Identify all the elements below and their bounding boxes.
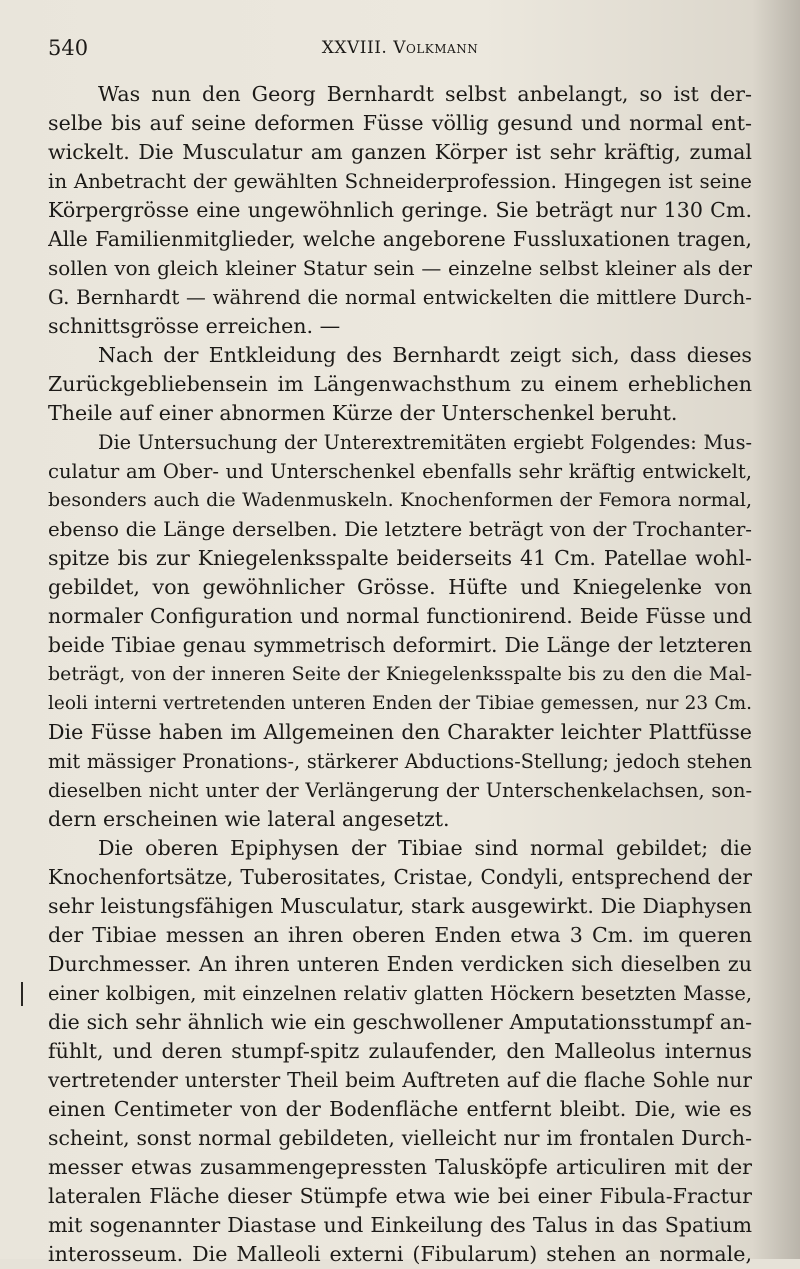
text-line: wickelt. Die Musculatur am ganzen Körper ist sehr kräftig, zumal (48, 140, 752, 164)
text-line: culatur am Ober- und Unterschenkel ebenfalls sehr kräftig entwickelt, (48, 460, 752, 483)
text-line: einer kolbigen, mit einzelnen relativ glatten Höckern besetzten Masse, (48, 982, 752, 1005)
running-head: XXVIII. Volkmann (321, 38, 479, 58)
text-line: in Anbetracht der gewählten Schneiderprofession. Hingegen ist seine (48, 170, 752, 193)
text-line: messer etwas zusammengepressten Talusköpfe articuliren mit der (48, 1155, 752, 1179)
text-line: fühlt, und deren stumpf-spitz zulaufender, den Malleolus internus (48, 1039, 752, 1063)
body-text (48, 80, 752, 1269)
text-line: Zurückgebliebensein im Längenwachsthum zu einem erheblichen (48, 372, 752, 396)
text-line: Alle Familienmitglieder, welche angeborene Fussluxationen tragen, (48, 227, 752, 251)
text-line: leoli interni vertretenden unteren Enden der Tibiae gemessen, nur 23 Cm. (48, 693, 752, 714)
text-line: normaler Configuration und normal functionirend. Beide Füsse und (48, 604, 752, 628)
text-line: der Tibiae messen an ihren oberen Enden etwa 3 Cm. im queren (48, 923, 752, 947)
text-line: Nach der Entkleidung des Bernhardt zeigt sich, dass dieses (98, 343, 752, 367)
text-line: Die oberen Epiphysen der Tibiae sind normal gebildet; die (98, 836, 752, 860)
text-line: Körpergrösse eine ungewöhnlich geringe. Sie beträgt nur 130 Cm. (48, 198, 752, 222)
text-line: Theile auf einer abnormen Kürze der Unterschenkel beruht. (48, 401, 678, 425)
text-line: besonders auch die Wadenmuskeln. Knochenformen der Femora normal, (48, 489, 752, 511)
margin-mark (21, 982, 23, 1006)
text-line: Die Untersuchung der Unterextremitäten ergiebt Folgendes: Mus- (98, 431, 752, 454)
text-line: dieselben nicht unter der Verlängerung der Unterschenkelachsen, son- (48, 779, 752, 802)
text-line: Die Füsse haben im Allgemeinen den Charakter leichter Plattfüsse (48, 720, 752, 744)
text-line: selbe bis auf seine deformen Füsse völlig gesund und normal ent- (48, 111, 752, 135)
text-line: lateralen Fläche dieser Stümpfe etwa wie bei einer Fibula-Fractur (48, 1184, 752, 1208)
text-line: Durchmesser. An ihren unteren Enden verdicken sich dieselben zu (48, 952, 752, 976)
text-line: vertretender unterster Theil beim Auftreten auf die flache Sohle nur (48, 1068, 752, 1092)
text-line: schnittsgrösse erreichen. — (48, 314, 341, 338)
text-line: mit sogenannter Diastase und Einkeilung des Talus in das Spatium (48, 1213, 752, 1237)
text-line: G. Bernhardt — während die normal entwickelten die mittlere Durch- (48, 286, 752, 309)
text-line: spitze bis zur Kniegelenksspalte beiderseits 41 Cm. Patellae wohl- (48, 546, 752, 570)
text-line: ebenso die Länge derselben. Die letztere beträgt von der Trochanter- (48, 518, 752, 541)
text-line: beträgt, von der inneren Seite der Kniegelenksspalte bis zu den die Mal- (48, 663, 752, 685)
page-header (48, 36, 752, 66)
text-line: scheint, sonst normal gebildeten, vielleicht nur im frontalen Durch- (48, 1126, 752, 1150)
text-line: mit mässiger Pronations-, stärkerer Abductions-Stellung; jedoch stehen (48, 750, 752, 773)
text-line: gebildet, von gewöhnlicher Grösse. Hüfte und Kniegelenke von (48, 575, 752, 599)
text-line: die sich sehr ähnlich wie ein geschwollener Amputationsstumpf an- (48, 1010, 752, 1034)
page-number: 540 (48, 36, 89, 60)
text-line: sollen von gleich kleiner Statur sein — einzelne selbst kleiner als der (48, 256, 752, 280)
text-line: Was nun den Georg Bernhardt selbst anbelangt, so ist der- (98, 82, 752, 106)
text-line: einen Centimeter von der Bodenfläche entfernt bleibt. Die, wie es (48, 1097, 752, 1121)
text-line: Knochenfortsätze, Tuberositates, Cristae, Condyli, entsprechend der (48, 865, 752, 889)
text-line: dern erscheinen wie lateral angesetzt. (48, 807, 450, 831)
text-line: beide Tibiae genau symmetrisch deformirt. Die Länge der letzteren (48, 633, 752, 657)
text-line: interosseum. Die Malleoli externi (Fibularum) stehen an normale, (48, 1242, 752, 1266)
text-line: sehr leistungsfähigen Musculatur, stark ausgewirkt. Die Diaphysen (48, 894, 752, 918)
